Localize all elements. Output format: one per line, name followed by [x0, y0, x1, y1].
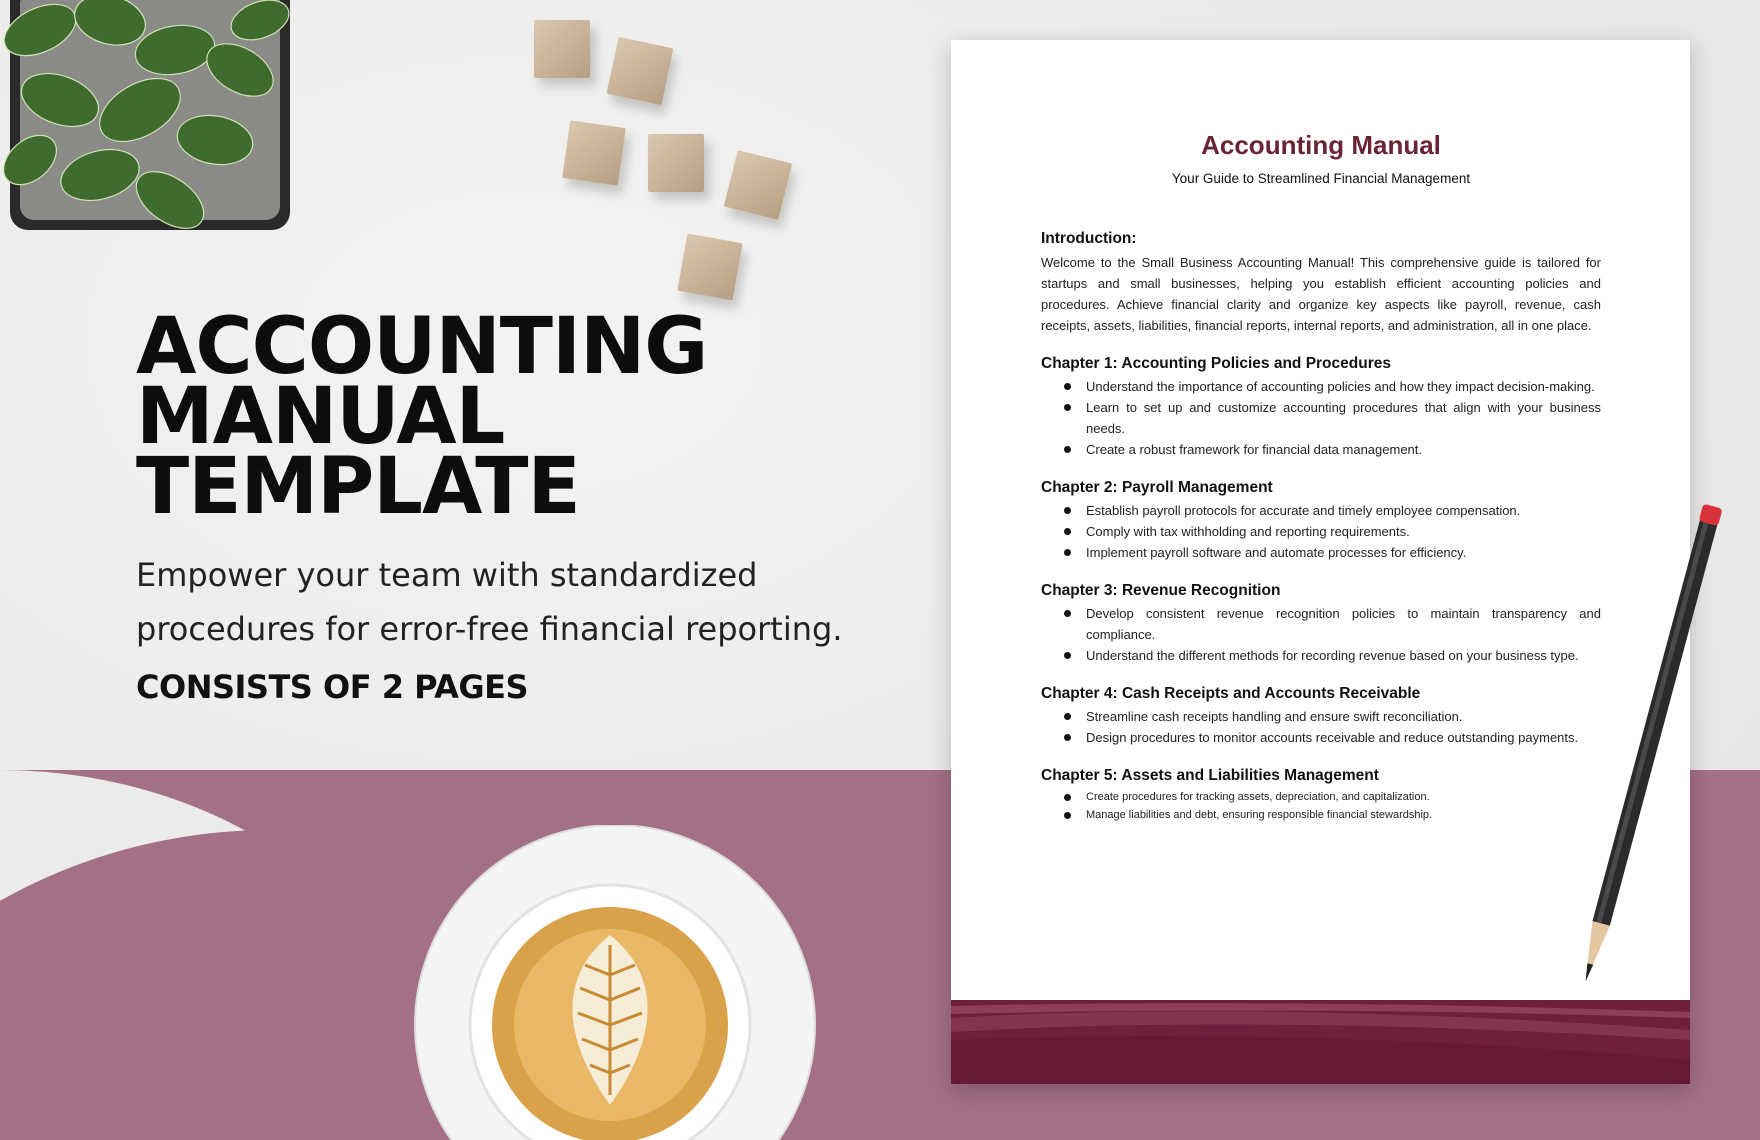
- list-item: Create procedures for tracking assets, depreciation, and capitalization.: [1086, 788, 1601, 806]
- pages-note: CONSISTS OF 2 PAGES: [136, 668, 529, 706]
- list-item: Streamline cash receipts handling and ensure swift reconciliation.: [1086, 706, 1601, 727]
- headline-line-3: TEMPLATE: [136, 442, 580, 532]
- hero-headline: [136, 302, 708, 532]
- document-title: Accounting Manual: [1201, 130, 1441, 160]
- hero-tagline: Empower your team with standardized procedures for error-free financial reporting.: [136, 556, 843, 648]
- chapter-2-heading: Chapter 2: Payroll Management: [1041, 479, 1273, 496]
- pencil-icon: [1560, 490, 1740, 1000]
- chapter-1-section: [1041, 355, 1601, 460]
- list-item: Manage liabilities and debt, ensuring responsible financial stewardship.: [1086, 806, 1601, 824]
- list-item: Implement payroll software and automate processes for efficiency.: [1086, 542, 1601, 563]
- chapter-3-section: [1041, 582, 1601, 666]
- chapter-2-section: [1041, 479, 1601, 563]
- chapter-4-section: [1041, 685, 1601, 748]
- chapter-4-heading: Chapter 4: Cash Receipts and Accounts Receivable: [1041, 685, 1421, 702]
- list-item: Create a robust framework for financial data management.: [1086, 439, 1601, 460]
- list-item: Understand the importance of accounting policies and how they impact decision-making.: [1086, 376, 1601, 397]
- chapter-1-list: [1041, 376, 1601, 460]
- chapter-1-heading: Chapter 1: Accounting Policies and Procedures: [1041, 355, 1391, 372]
- list-item: Learn to set up and customize accounting procedures that align with your business needs.: [1086, 397, 1601, 439]
- document-subtitle: Your Guide to Streamlined Financial Management: [1171, 171, 1471, 186]
- list-item: Establish payroll protocols for accurate and timely employee compensation.: [1086, 500, 1601, 521]
- chapter-5-heading: Chapter 5: Assets and Liabilities Management: [1041, 767, 1379, 784]
- document-footer-wave: [951, 1000, 1690, 1084]
- intro-text: Welcome to the Small Business Accounting Manual! This comprehensive guide is tailored for startups and small businesses, helping you establish efficient accounting policies and procedures. Achieve financial clarity and organize key aspects like payroll, revenue, cash receipts, assets, liabilities, financial reports, internal reports, and administration, all in one place.: [1041, 255, 1601, 333]
- potted-plant-icon: [0, 0, 310, 250]
- list-item: Understand the different methods for recording revenue based on your business type.: [1086, 645, 1601, 666]
- wooden-block-icon: [562, 120, 626, 185]
- headline-line-2: MANUAL: [136, 372, 505, 462]
- wooden-block-icon: [534, 20, 590, 78]
- list-item: Develop consistent revenue recognition policies to maintain transparency and compliance.: [1086, 603, 1601, 645]
- chapter-3-list: [1041, 603, 1601, 666]
- wooden-block-icon: [648, 134, 704, 192]
- list-item: Comply with tax withholding and reporting requirements.: [1086, 521, 1601, 542]
- list-item: Design procedures to monitor accounts receivable and reduce outstanding payments.: [1086, 727, 1601, 748]
- chapter-5-list: [1041, 788, 1601, 824]
- intro-section: [1041, 230, 1601, 336]
- coffee-cup-icon: [410, 825, 830, 1140]
- chapter-3-heading: Chapter 3: Revenue Recognition: [1041, 582, 1281, 599]
- wooden-block-icon: [607, 37, 674, 105]
- headline-line-1: ACCOUNTING: [136, 302, 708, 392]
- document-body: [1041, 130, 1601, 824]
- chapter-4-list: [1041, 706, 1601, 748]
- chapter-2-list: [1041, 500, 1601, 563]
- intro-heading: Introduction:: [1041, 230, 1137, 247]
- wooden-block-icon: [677, 234, 742, 301]
- chapter-5-section: [1041, 767, 1601, 824]
